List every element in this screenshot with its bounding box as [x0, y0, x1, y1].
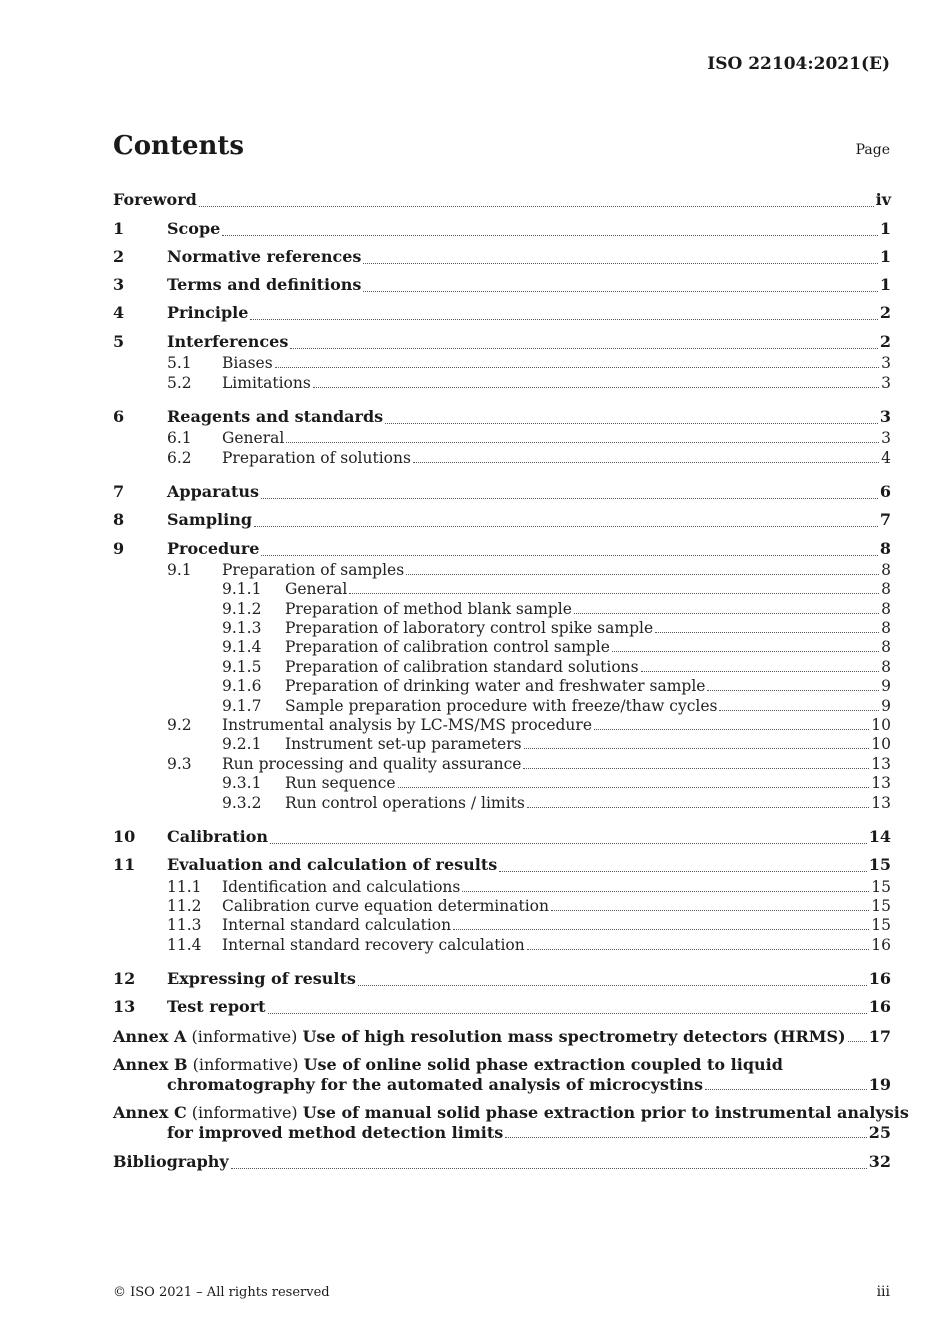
toc-entry-page: 13: [871, 774, 891, 793]
toc-entry[interactable]: [113, 935, 891, 954]
toc-entry[interactable]: [113, 504, 891, 532]
dot-leader: [286, 441, 879, 443]
toc-entry-title: Sample preparation procedure with freeze/thaw cycles: [285, 696, 718, 715]
dot-leader: [527, 948, 870, 950]
toc-entry[interactable]: [113, 241, 891, 269]
toc-entry[interactable]: [113, 212, 891, 240]
toc-entry[interactable]: [113, 897, 891, 916]
dot-leader: [707, 689, 879, 691]
toc-entry-title: Run sequence: [285, 774, 396, 793]
toc-entry[interactable]: [113, 448, 891, 467]
dot-leader: [385, 422, 878, 424]
toc-entry[interactable]: [113, 657, 891, 676]
dot-leader: [499, 870, 866, 872]
toc-entry[interactable]: [113, 373, 891, 392]
toc-entry[interactable]: [113, 476, 891, 504]
document-id: ISO 22104:2021(E): [707, 54, 890, 74]
annex-line: [113, 1103, 909, 1123]
toc-entry-number: 9.1: [167, 560, 192, 579]
dot-leader: [527, 806, 869, 808]
toc-entry-number: 6.1: [167, 429, 192, 448]
toc-entry-number: 9.1.1: [222, 580, 262, 599]
toc-entry-title: Scope: [167, 218, 221, 238]
annex-kind: (informative): [191, 1103, 298, 1123]
toc-entry-title: Terms and definitions: [167, 275, 362, 295]
toc-entry-title: Expressing of results: [167, 969, 356, 989]
toc-entry-title: Calibration: [167, 826, 269, 846]
annex-title: Use of high resolution mass spectrometry detectors (HRMS): [302, 1027, 846, 1047]
dot-leader: [254, 525, 878, 527]
table-of-contents: [113, 184, 909, 1174]
toc-entry-number: 9.3.2: [222, 793, 262, 812]
toc-entry-page: 15: [868, 855, 891, 875]
toc-entry-title: Internal standard recovery calculation: [222, 935, 525, 954]
toc-entry-title: Preparation of laboratory control spike sample: [285, 619, 654, 638]
toc-entry[interactable]: [113, 401, 891, 429]
toc-entry-number: 11.3: [167, 916, 202, 935]
dot-leader: [705, 1088, 867, 1090]
toc-entry-number: 9.1.4: [222, 638, 262, 657]
toc-entry-page: 13: [871, 793, 891, 812]
dot-leader: [462, 890, 869, 892]
dot-leader: [261, 497, 878, 499]
toc-entry-title: Run processing and quality assurance: [222, 754, 522, 773]
toc-entry-title: Sampling: [167, 510, 253, 530]
toc-entry[interactable]: [113, 354, 891, 373]
toc-entry-page: 10: [871, 735, 891, 754]
toc-entry-page: 8: [881, 619, 891, 638]
toc-entry-title: General: [285, 580, 348, 599]
dot-leader: [363, 262, 877, 264]
dot-leader: [199, 205, 874, 207]
toc-entry-page: 14: [868, 826, 891, 846]
toc-entry-page: 8: [881, 580, 891, 599]
toc-entry-number: 1: [113, 218, 125, 238]
dot-leader: [268, 1012, 867, 1014]
toc-entry-number: 5.2: [167, 373, 192, 392]
dot-leader: [270, 842, 867, 844]
toc-entry[interactable]: [113, 963, 891, 991]
toc-entry-number: 9.1.2: [222, 599, 262, 618]
toc-annex-entry[interactable]: [113, 1055, 891, 1095]
toc-entry[interactable]: [113, 793, 891, 812]
annex-label: Annex A: [113, 1027, 187, 1047]
toc-entry-number: 12: [113, 969, 136, 989]
toc-entry[interactable]: [113, 269, 891, 297]
toc-entry[interactable]: [113, 774, 891, 793]
toc-annex-entry[interactable]: [113, 1103, 909, 1143]
page-column-label: Page: [855, 142, 890, 158]
dot-leader: [719, 709, 879, 711]
toc-entry-title: General: [222, 429, 285, 448]
toc-entry-title: Procedure: [167, 538, 260, 558]
dot-leader: [313, 386, 879, 388]
dot-leader: [349, 592, 879, 594]
toc-entry[interactable]: [113, 325, 891, 353]
toc-entry-page: 32: [868, 1151, 891, 1171]
dot-leader: [290, 347, 878, 349]
toc-entry[interactable]: [113, 916, 891, 935]
toc-entry-number: 6.2: [167, 448, 192, 467]
toc-entry-page: 1: [879, 246, 891, 266]
toc-entry-title: Identification and calculations: [222, 877, 461, 896]
toc-entry-title: Internal standard calculation: [222, 916, 452, 935]
dot-leader: [453, 928, 869, 930]
dot-leader: [363, 290, 877, 292]
toc-entry[interactable]: [113, 754, 891, 773]
dot-leader: [505, 1136, 867, 1138]
toc-entry-page: 9: [881, 696, 891, 715]
dot-leader: [261, 554, 877, 556]
annex-label: Annex B: [113, 1055, 188, 1075]
toc-entry-page: 17: [868, 1027, 891, 1047]
toc-entry[interactable]: [113, 677, 891, 696]
toc-entry-number: 4: [113, 303, 125, 323]
toc-entry-page: 1: [879, 218, 891, 238]
toc-entry-number: 9.1.6: [222, 677, 262, 696]
toc-entry-page: 16: [871, 935, 891, 954]
toc-entry-page: 8: [879, 538, 891, 558]
dot-leader: [551, 909, 869, 911]
toc-entry-number: 9.2.1: [222, 735, 262, 754]
toc-entry[interactable]: [113, 429, 891, 448]
toc-entry-page: 16: [868, 969, 891, 989]
dot-leader: [222, 234, 878, 236]
toc-entry-title: Preparation of drinking water and freshwater sample: [285, 677, 706, 696]
toc-entry-number: 8: [113, 510, 125, 530]
toc-entry-page: 3: [881, 429, 891, 448]
dot-leader: [641, 670, 880, 672]
toc-entry-page: 9: [881, 677, 891, 696]
toc-entry-number: 7: [113, 481, 125, 501]
toc-entry-number: 10: [113, 826, 136, 846]
toc-entry-page: 2: [879, 331, 891, 351]
toc-entry-page: 25: [868, 1123, 891, 1143]
toc-entry-number: 9: [113, 538, 125, 558]
toc-entry-title: Test report: [167, 997, 266, 1017]
toc-entry-number: 11.4: [167, 935, 202, 954]
toc-entry-title: Reagents and standards: [167, 406, 384, 426]
toc-entry-number: 9.2: [167, 716, 192, 735]
toc-entry-number: 9.1.5: [222, 657, 262, 676]
dot-leader: [275, 366, 879, 368]
dot-leader: [574, 612, 879, 614]
toc-entry-title: Evaluation and calculation of results: [167, 855, 498, 875]
annex-label: Annex C: [113, 1103, 187, 1123]
copyright-notice: © ISO 2021 – All rights reserved: [113, 1285, 330, 1300]
toc-entry-page: 2: [879, 303, 891, 323]
dot-leader: [398, 786, 870, 788]
toc-entry-title: Preparation of samples: [222, 560, 405, 579]
toc-entry-title: Instrumental analysis by LC-MS/MS procedure: [222, 716, 592, 735]
toc-entry-number: 11: [113, 855, 136, 875]
annex-title-continued: chromatography for the automated analysis of microcystins: [167, 1075, 704, 1095]
toc-entry[interactable]: [113, 580, 891, 599]
toc-entry-title: Biases: [222, 354, 273, 373]
toc-entry-title: Preparation of calibration control sample: [285, 638, 610, 657]
toc-entry-number: 5: [113, 331, 125, 351]
toc-entry[interactable]: [113, 619, 891, 638]
toc-entry-number: 11.2: [167, 896, 202, 915]
toc-entry-page: 19: [868, 1075, 891, 1095]
toc-entry[interactable]: [113, 184, 891, 212]
toc-entry-number: 11.1: [167, 877, 202, 896]
toc-entry[interactable]: [113, 297, 891, 325]
toc-entry-title: Limitations: [222, 373, 311, 392]
toc-entry[interactable]: [113, 877, 891, 896]
dot-leader: [358, 984, 867, 986]
toc-entry-page: 1: [879, 275, 891, 295]
toc-entry[interactable]: [113, 638, 891, 657]
toc-entry-page: 6: [879, 481, 891, 501]
dot-leader: [655, 631, 879, 633]
dot-leader: [612, 650, 879, 652]
toc-entry-page: 13: [871, 754, 891, 773]
toc-entry-page: 8: [881, 599, 891, 618]
toc-entry-page: 3: [881, 354, 891, 373]
toc-bibliography-entry[interactable]: [113, 1145, 891, 1173]
toc-entry-title: Normative references: [167, 246, 362, 266]
annex-kind: (informative): [191, 1027, 298, 1047]
toc-entry-page: 15: [871, 916, 891, 935]
toc-entry-title: Calibration curve equation determination: [222, 896, 549, 915]
toc-entry-title: Preparation of method blank sample: [285, 599, 572, 618]
toc-entry[interactable]: [113, 991, 891, 1019]
dot-leader: [231, 1167, 867, 1169]
toc-entry-number: 13: [113, 997, 136, 1017]
annex-title-continued: for improved method detection limits: [167, 1123, 504, 1143]
annex-title: Use of online solid phase extraction coupled to liquid: [303, 1055, 783, 1075]
toc-entry-number: 9.3: [167, 754, 192, 773]
toc-entry-title: Bibliography: [113, 1151, 229, 1171]
toc-entry-title: Preparation of calibration standard solutions: [285, 657, 639, 676]
toc-entry-page: 15: [871, 896, 891, 915]
toc-entry-title: Foreword: [113, 190, 197, 210]
dot-leader: [250, 318, 877, 320]
dot-leader: [523, 767, 869, 769]
dot-leader: [524, 747, 870, 749]
dot-leader: [413, 461, 879, 463]
annex-title: Use of manual solid phase extraction prior to instrumental analysis: [302, 1103, 909, 1123]
toc-entry-page: 15: [871, 877, 891, 896]
toc-entry-page: iv: [875, 190, 891, 210]
toc-entry[interactable]: [113, 716, 891, 735]
toc-entry-number: 9.1.3: [222, 619, 262, 638]
toc-entry-page: 4: [881, 448, 891, 467]
toc-entry-page: 8: [881, 638, 891, 657]
toc-entry-page: 16: [868, 997, 891, 1017]
toc-entry[interactable]: [113, 849, 891, 877]
toc-entry-number: 9.3.1: [222, 774, 262, 793]
toc-entry-page: 3: [881, 373, 891, 392]
annex-line-continued: [113, 1075, 891, 1095]
toc-entry-number: 2: [113, 246, 125, 266]
toc-entry-title: Principle: [167, 303, 249, 323]
toc-entry-number: 5.1: [167, 354, 192, 373]
annex-line: [113, 1055, 891, 1075]
annex-line-continued: [113, 1123, 891, 1143]
annex-kind: (informative): [192, 1055, 299, 1075]
toc-entry-page: 7: [879, 510, 891, 530]
toc-entry-number: 6: [113, 406, 125, 426]
toc-entry[interactable]: [113, 821, 891, 849]
toc-entry-number: 3: [113, 275, 125, 295]
page-number: iii: [876, 1284, 890, 1300]
toc-entry-page: 8: [881, 657, 891, 676]
toc-entry-title: Instrument set-up parameters: [285, 735, 522, 754]
toc-entry-title: Preparation of solutions: [222, 448, 411, 467]
toc-entry-number: 9.1.7: [222, 696, 262, 715]
toc-entry-title: Interferences: [167, 331, 289, 351]
toc-entry-page: 3: [879, 406, 891, 426]
toc-entry[interactable]: [113, 561, 891, 580]
toc-entry-title: Run control operations / limits: [285, 793, 525, 812]
toc-entry[interactable]: [113, 532, 891, 560]
toc-entry[interactable]: [113, 599, 891, 618]
toc-entry-title: Apparatus: [167, 481, 259, 501]
toc-entry-page: 10: [871, 716, 891, 735]
dot-leader: [848, 1040, 867, 1042]
toc-annex-entry[interactable]: [113, 1027, 891, 1047]
toc-entry[interactable]: [113, 735, 891, 754]
toc-entry-page: 8: [881, 560, 891, 579]
annex-line: [113, 1027, 891, 1047]
dot-leader: [594, 728, 869, 730]
page-title: Contents: [113, 131, 245, 161]
toc-entry[interactable]: [113, 696, 891, 715]
dot-leader: [406, 573, 879, 575]
